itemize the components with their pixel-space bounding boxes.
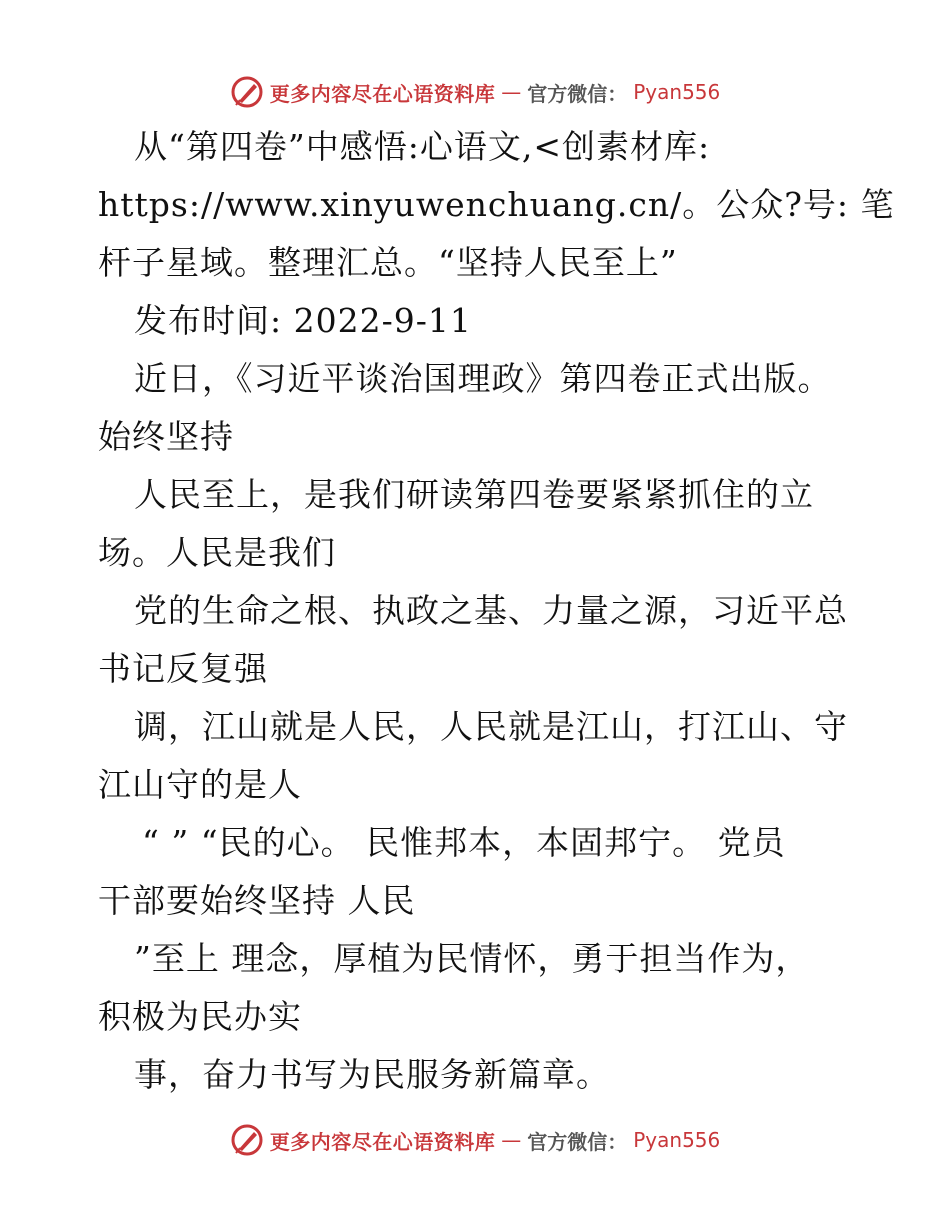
paragraph-line: https://www.xinyuwenchuang.cn/。公众?号: 笔	[98, 185, 895, 224]
paragraph-line: 干部要始终坚持 人民	[98, 881, 416, 920]
paragraph-line: 江山守的是人	[98, 765, 302, 804]
paragraph-line: 近日，《习近平谈治国理政》第四卷正式出版。	[134, 359, 832, 398]
footer-watermark	[0, 1120, 950, 1160]
watermark-separator: —	[501, 1128, 522, 1152]
paragraph-line: 事，奋力书写为民服务新篇章。	[134, 1055, 610, 1094]
header-watermark	[0, 72, 950, 112]
paragraph-line: 场。人民是我们	[98, 533, 336, 572]
watermark-wechat-id: Pyan556	[633, 1128, 721, 1152]
paragraph-line: ”至上 理念，厚植为民情怀，勇于担当作为，	[134, 939, 810, 978]
paragraph-line: 积极为民办实	[98, 997, 302, 1036]
watermark-official-label: 官方微信：	[527, 81, 628, 106]
paragraph-line: 杆子星域。整理汇总。“坚持人民至上”	[98, 243, 678, 282]
paragraph-line: “ ” “民的心。 民惟邦本，本固邦宁。 党员	[142, 823, 786, 862]
watermark-wechat-id: Pyan556	[633, 80, 721, 104]
watermark-official-label: 官方微信：	[527, 1129, 628, 1154]
quill-pen-logo-icon	[230, 75, 264, 109]
watermark-separator: —	[501, 80, 522, 104]
document-body	[98, 118, 895, 1104]
paragraph-line: 调，江山就是人民，人民就是江山，打江山、守	[134, 707, 848, 746]
watermark-text: 更多内容尽在心语资料库	[269, 1129, 496, 1154]
paragraph-line: 人民至上，是我们研读第四卷要紧紧抓住的立	[134, 475, 814, 514]
quill-pen-logo-icon	[230, 1123, 264, 1157]
paragraph-line: 从“第四卷”中感悟:心语文,<创素材库:	[134, 127, 711, 166]
paragraph-line: 始终坚持	[98, 417, 234, 456]
watermark-text: 更多内容尽在心语资料库	[269, 81, 496, 106]
paragraph-line: 书记反复强	[98, 649, 268, 688]
publish-date-line: 发布时间: 2022-9-11	[134, 301, 472, 340]
paragraph-line: 党的生命之根、执政之基、力量之源，习近平总	[134, 591, 848, 630]
